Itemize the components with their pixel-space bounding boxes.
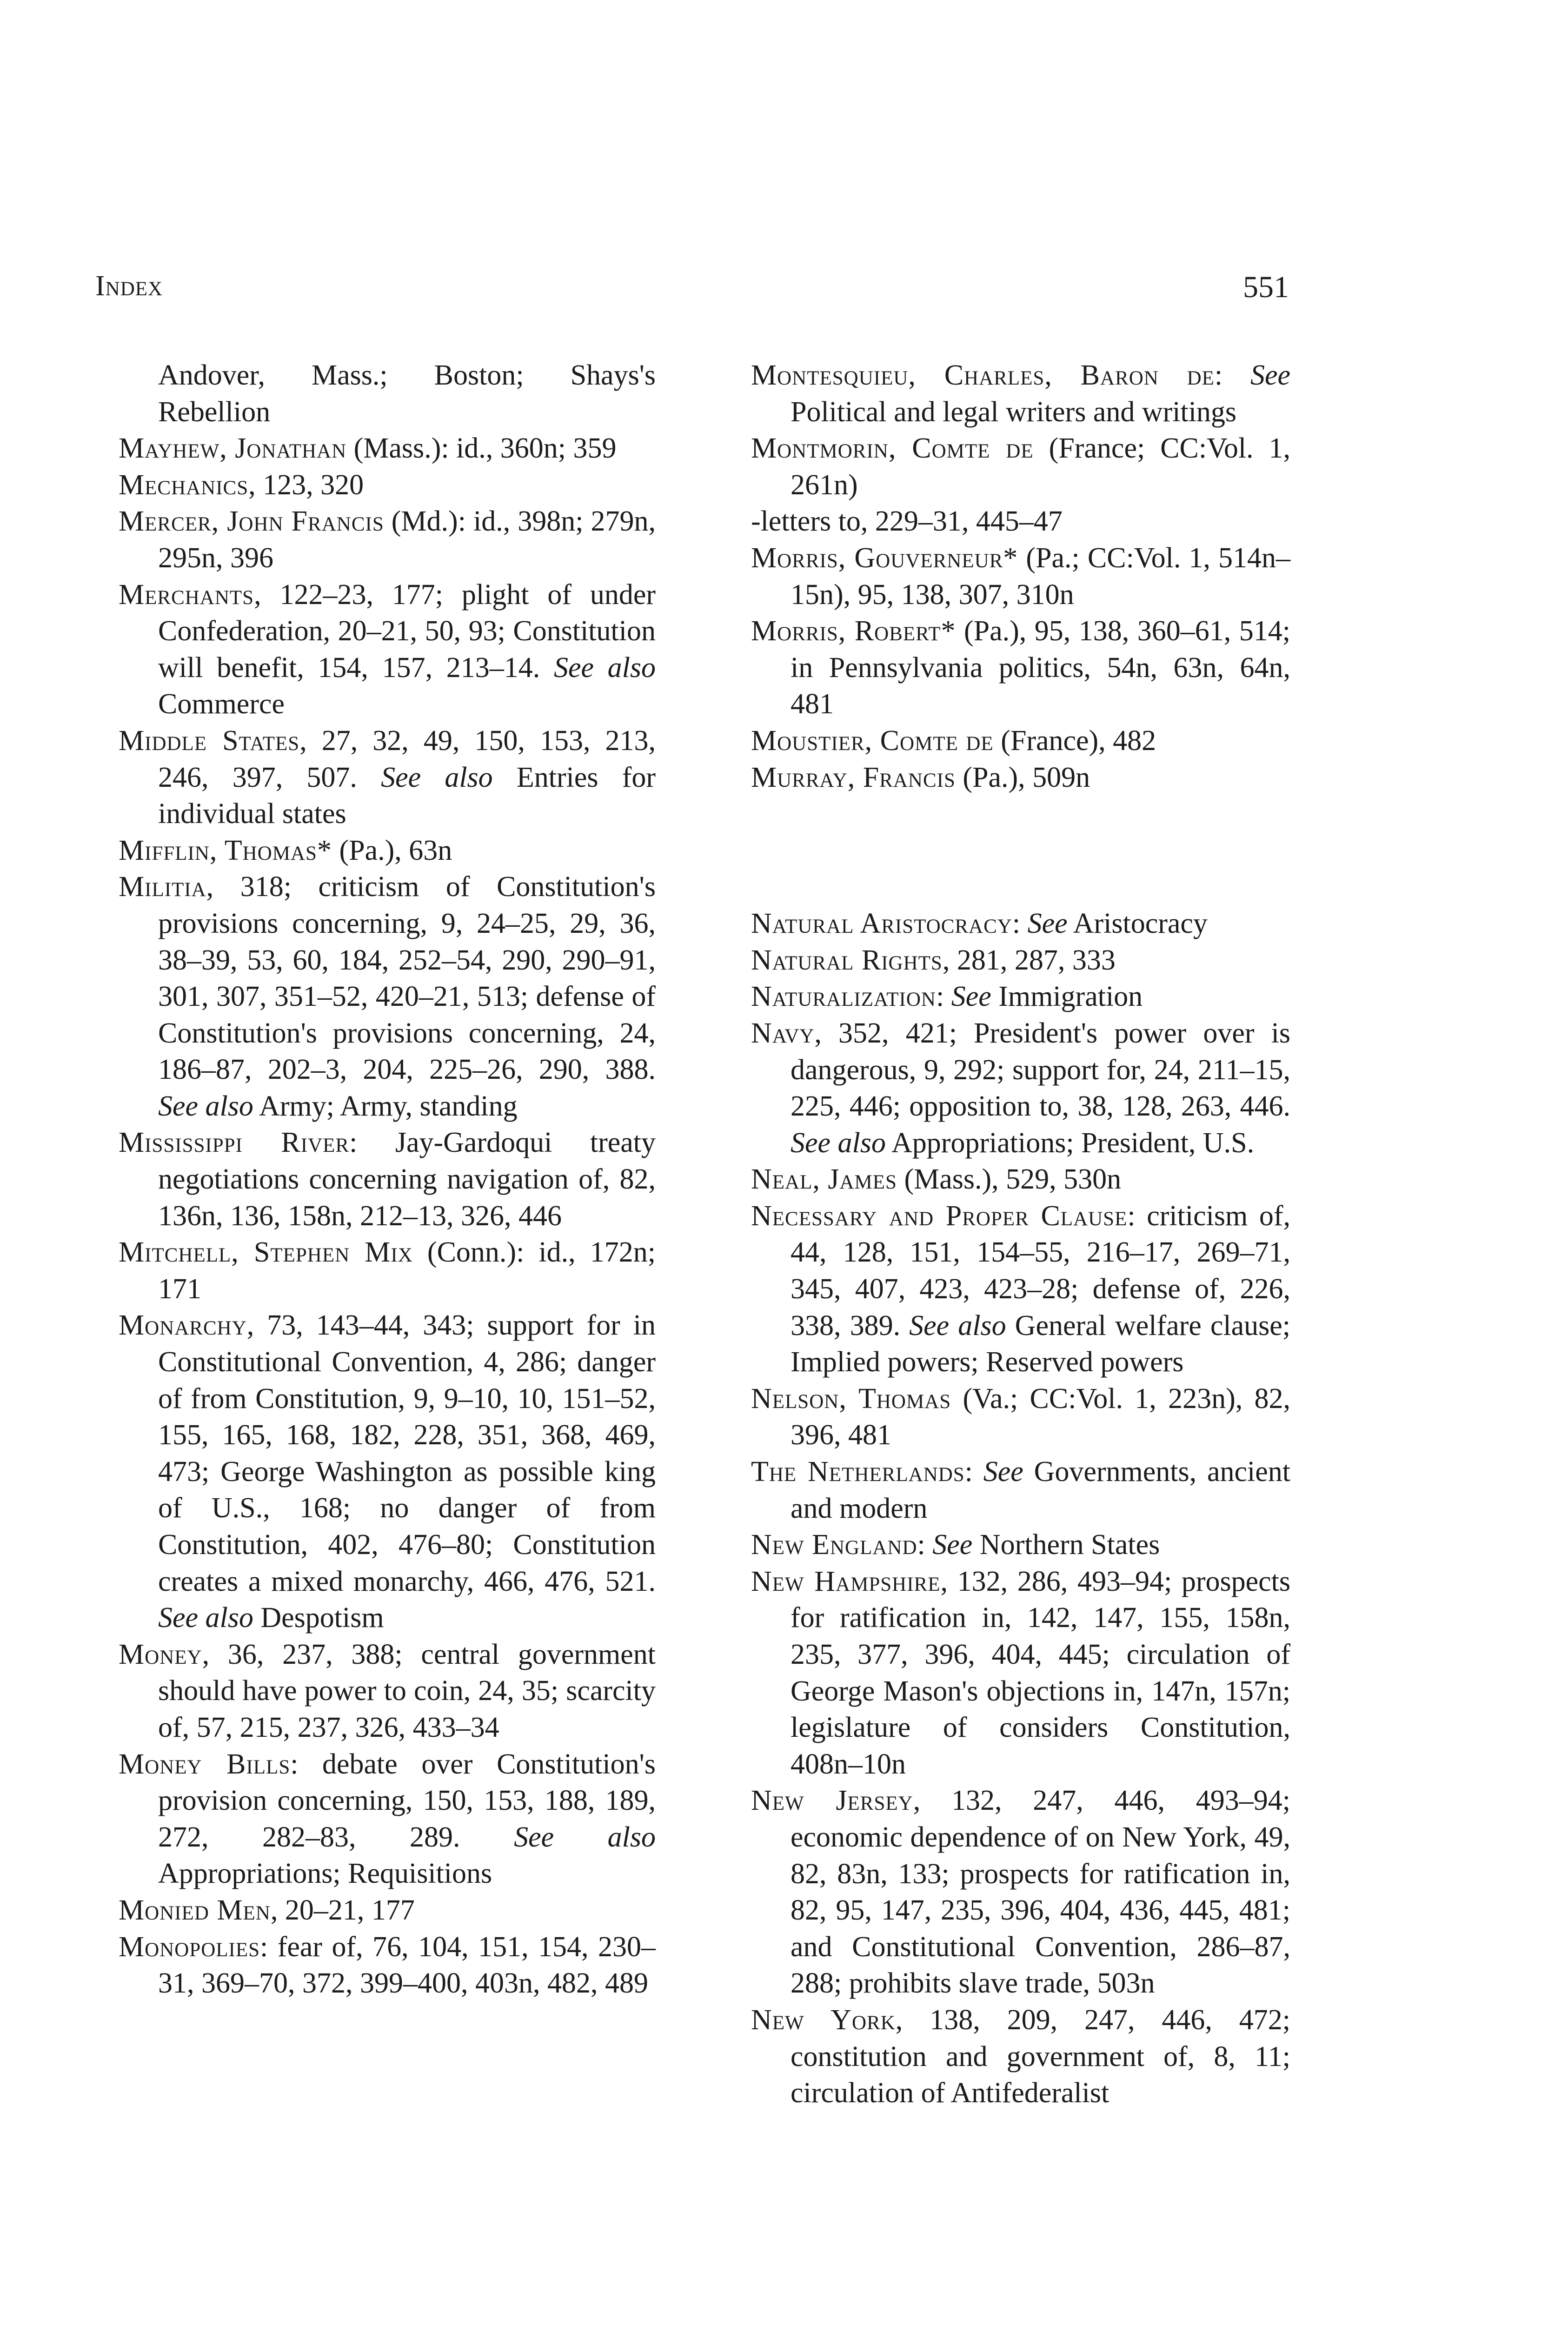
entry-headword: Morris, Gouverneur* bbox=[751, 542, 1018, 574]
entry-headword: New Hampshire bbox=[751, 1565, 941, 1597]
entry-see-reference: See also bbox=[553, 651, 656, 684]
entry-headword: Mitchell, Stephen Mix bbox=[119, 1236, 413, 1269]
index-entry bbox=[751, 1015, 1290, 1161]
entry-headword: New England bbox=[751, 1529, 917, 1561]
index-column-right bbox=[751, 357, 1290, 2112]
entry-headword: New York bbox=[751, 2004, 896, 2036]
entry-text: , 352, 421; President's power over is dangerous, 9, 292; support for, 24, 211–15, 225, 446; opposition to, 38, 128, 263, 446. bbox=[791, 1017, 1290, 1123]
entry-headword: Mifflin, Thomas* bbox=[119, 834, 332, 866]
index-entry bbox=[751, 430, 1290, 503]
entry-see-reference: See bbox=[932, 1529, 973, 1561]
page-number: 551 bbox=[1243, 270, 1289, 304]
entry-cross-reference: Aristocracy bbox=[1067, 908, 1208, 940]
section-gap bbox=[751, 796, 1290, 905]
running-title-text: Index bbox=[95, 270, 163, 302]
index-entry bbox=[119, 503, 656, 576]
entry-see-reference: See bbox=[1250, 359, 1290, 391]
entry-cross-reference: Immigration bbox=[991, 981, 1143, 1013]
index-entry bbox=[119, 467, 656, 504]
entry-see-reference: See bbox=[983, 1456, 1023, 1488]
index-entry bbox=[751, 759, 1290, 796]
entry-text: : bbox=[1012, 908, 1028, 940]
index-entry bbox=[751, 1782, 1290, 2002]
entry-headword: Montesquieu, Charles, Baron de bbox=[751, 359, 1215, 391]
index-entry bbox=[119, 1929, 656, 2002]
entry-see-reference: See also bbox=[791, 1127, 886, 1159]
entry-see-reference: See also bbox=[381, 761, 493, 793]
entry-headword: Money Bills bbox=[119, 1748, 291, 1780]
entry-text: (Pa.), 95, 138, 360–61, 514; in Pennsylvania politics, 54n, 63n, 64n, 481 bbox=[791, 615, 1290, 720]
page-header bbox=[95, 270, 1289, 321]
entry-text: (Va.; CC:Vol. 1, 223n), 82, 396, 481 bbox=[791, 1382, 1290, 1451]
index-section-n bbox=[751, 905, 1290, 2112]
entry-headword: Mechanics bbox=[119, 469, 249, 501]
entry-headword: Monopolies bbox=[119, 1931, 260, 1963]
index-entry bbox=[751, 942, 1290, 979]
entry-headword: Monarchy bbox=[119, 1309, 247, 1342]
entry-text: , 122–23, 177; plight of under Confederation, 20–21, 50, 93; Constitution will benefit, 154, 157, 213–14. bbox=[158, 578, 656, 684]
index-entry bbox=[751, 905, 1290, 942]
index-entry bbox=[119, 357, 656, 430]
entry-see-reference: See also bbox=[514, 1821, 656, 1853]
entry-text: , 123, 320 bbox=[248, 469, 364, 501]
index-section-m bbox=[751, 357, 1290, 796]
index-entry bbox=[751, 1454, 1290, 1527]
index-entry bbox=[119, 1307, 656, 1636]
entry-headword: Mercer, John Francis bbox=[119, 505, 384, 538]
entry-headword: Monied Men bbox=[119, 1894, 271, 1926]
entry-text: : Jay-Gardoqui treaty negotiations concerning navigation of, 82, 136n, 136, 158n, 212–13, 326, 446 bbox=[158, 1127, 656, 1232]
entry-text: : criticism of, 44, 128, 151, 154–55, 216–17, 269–71, 345, 407, 423, 423–28; defense of, 226, 338, 389. bbox=[791, 1200, 1291, 1342]
entry-text: : bbox=[964, 1456, 983, 1488]
entry-headword: Naturalization bbox=[751, 981, 936, 1013]
entry-text: , 73, 143–44, 343; support for in Constitutional Convention, 4, 286; danger of from Constitution, 9, 9–10, 10, 151–52, 155, 165, 168, 182, 228, 351, 368, 469, 473; George Washington as possible king of U.S., 168; no danger of from Constitution, 402, 476–80; Constitution creates a mixed monarchy, 466, 476, 521. bbox=[158, 1309, 656, 1597]
index-entry bbox=[119, 869, 656, 1124]
entry-headword: Necessary and Proper Clause bbox=[751, 1200, 1128, 1232]
entry-see-reference: See also bbox=[158, 1602, 253, 1634]
index-entry bbox=[119, 1234, 656, 1307]
index-entry bbox=[751, 1161, 1290, 1198]
entry-text: (Conn.): id., 172n; 171 bbox=[158, 1236, 656, 1305]
entry-text: (Pa.), 63n bbox=[332, 834, 452, 866]
index-entry bbox=[119, 1636, 656, 1746]
index-entry bbox=[119, 577, 656, 723]
entry-headword: Mayhew, Jonathan bbox=[119, 432, 347, 465]
entry-headword: Neal, James bbox=[751, 1163, 897, 1196]
index-entry bbox=[751, 1563, 1290, 1783]
index-entry bbox=[751, 613, 1290, 723]
index-entry bbox=[119, 430, 656, 467]
entry-headword: Natural Rights bbox=[751, 944, 943, 976]
entry-text: : bbox=[1214, 359, 1250, 391]
entry-headword: Natural Aristocracy bbox=[751, 908, 1012, 940]
index-column-left bbox=[119, 357, 656, 2002]
entry-cross-reference: General welfare clause; Implied powers; Reserved powers bbox=[791, 1309, 1291, 1378]
entry-headword: Money bbox=[119, 1638, 202, 1670]
entry-text: (Md.): id., 398n; 279n, 295n, 396 bbox=[158, 505, 656, 574]
entry-headword: Murray, Francis bbox=[751, 761, 956, 793]
entry-headword: Morris, Robert* bbox=[751, 615, 956, 647]
entry-text: : debate over Constitution's provision concerning, 150, 153, 188, 189, 272, 282–83, 289. bbox=[158, 1748, 656, 1853]
entry-headword: Nelson, Thomas bbox=[751, 1382, 951, 1415]
entry-cross-reference: Northern States bbox=[972, 1529, 1160, 1561]
entry-text: (Mass.): id., 360n; 359 bbox=[346, 432, 617, 465]
entry-text: , 36, 237, 388; central government should have power to coin, 24, 35; scarcity of, 57, 215, 237, 326, 433–34 bbox=[158, 1638, 656, 1743]
entry-text: , 20–21, 177 bbox=[270, 1894, 415, 1926]
entry-see-reference: See also bbox=[158, 1090, 253, 1122]
entry-see-reference: See bbox=[951, 981, 991, 1013]
entry-text: , 132, 286, 493–94; prospects for ratification in, 142, 147, 155, 158n, 235, 377, 396, 404, 445; circulation of George Mason's objections in, 147n, 157n; legislature of considers Constitution, 408n–10n bbox=[791, 1565, 1291, 1780]
entry-cross-reference: Commerce bbox=[158, 688, 285, 720]
entry-cross-reference: Political and legal writers and writings bbox=[791, 396, 1237, 428]
index-entry bbox=[751, 1381, 1290, 1454]
entry-headword: Middle States bbox=[119, 724, 300, 757]
entry-headword: Militia bbox=[119, 871, 206, 903]
entry-headword: Merchants bbox=[119, 578, 254, 611]
entry-cross-reference: Army; Army, standing bbox=[253, 1090, 518, 1122]
entry-headword: New Jersey bbox=[751, 1785, 913, 1817]
index-entry bbox=[751, 1527, 1290, 1563]
entry-text: -letters to, 229–31, 445–47 bbox=[751, 505, 1063, 538]
index-entry bbox=[119, 723, 656, 832]
entry-see-reference: See bbox=[1027, 908, 1068, 940]
index-entry bbox=[119, 1124, 656, 1234]
index-entry bbox=[751, 978, 1290, 1015]
index-entry bbox=[119, 1746, 656, 1892]
entry-cross-reference: Despotism bbox=[253, 1602, 384, 1634]
entry-cross-reference: Appropriations; Requisitions bbox=[158, 1858, 492, 1890]
entry-headword: Montmorin, Comte de bbox=[751, 432, 1034, 465]
entry-headword: Mississippi River bbox=[119, 1127, 350, 1159]
entry-cross-reference: Appropriations; President, U.S. bbox=[885, 1127, 1255, 1159]
index-entry bbox=[751, 723, 1290, 759]
entry-text: (Pa.), 509n bbox=[955, 761, 1090, 793]
entry-text: , 132, 247, 446, 493–94; economic dependence of on New York, 49, 82, 83n, 133; prospects for ratification in, 82, 95, 147, 235, 396, 404, 436, 445, 481; and Constitutional Convention, 286–87, 288; prohibits slave trade, 503n bbox=[791, 1785, 1290, 2000]
entry-text: : bbox=[936, 981, 951, 1013]
running-title bbox=[95, 270, 163, 303]
index-entry bbox=[119, 832, 656, 869]
entry-text: : bbox=[917, 1529, 933, 1561]
entry-cross-reference: Governments, ancient and modern bbox=[791, 1456, 1290, 1524]
entry-text: , 138, 209, 247, 446, 472; constitution and government of, 8, 11; circulation of Antifederalist bbox=[791, 2004, 1291, 2109]
entry-text: , 318; criticism of Constitution's provisions concerning, 9, 24–25, 29, 36, 38–39, 53, 60, 184, 252–54, 290, 290–91, 301, 307, 351–52, 420–21, 513; defense of Constitution's provisions concerning, 24, 186–87, 202–3, 204, 225–26, 290, 388. bbox=[158, 871, 656, 1086]
index-entry bbox=[751, 503, 1290, 540]
entry-text: (France; CC:Vol. 1, 261n) bbox=[791, 432, 1290, 501]
entry-cross-reference: Entries for individual states bbox=[158, 761, 656, 830]
entry-headword: Navy bbox=[751, 1017, 815, 1049]
index-entry bbox=[751, 1198, 1290, 1381]
entry-text: (Pa.; CC:Vol. 1, 514n–15n), 95, 138, 307, 310n bbox=[791, 542, 1290, 611]
entry-headword: The Netherlands bbox=[751, 1456, 965, 1488]
entry-text: : fear of, 76, 104, 151, 154, 230–31, 369–70, 372, 399–400, 403n, 482, 489 bbox=[158, 1931, 656, 2000]
entry-text: (Mass.), 529, 530n bbox=[897, 1163, 1122, 1196]
entry-text: , 27, 32, 49, 150, 153, 213, 246, 397, 507. bbox=[158, 724, 656, 793]
index-entry bbox=[119, 1892, 656, 1929]
entry-text: Andover, Mass.; Boston; Shays's Rebellion bbox=[158, 359, 656, 428]
entry-text: , 281, 287, 333 bbox=[942, 944, 1116, 976]
index-entry bbox=[751, 357, 1290, 430]
index-entry bbox=[751, 540, 1290, 613]
index-entry bbox=[751, 2002, 1290, 2112]
entry-text: (France), 482 bbox=[993, 724, 1156, 757]
entry-see-reference: See also bbox=[909, 1309, 1006, 1342]
entry-headword: Moustier, Comte de bbox=[751, 724, 994, 757]
